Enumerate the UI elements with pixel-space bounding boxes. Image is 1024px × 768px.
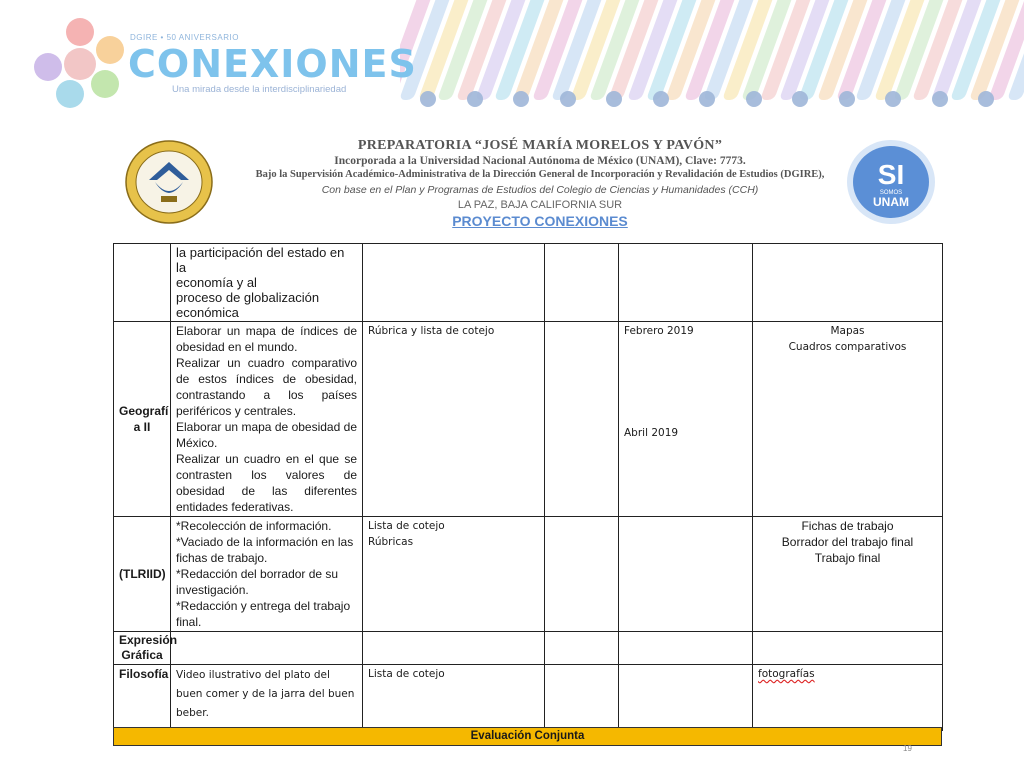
- project-plan-table: [113, 243, 943, 731]
- evaluation-cell: [363, 632, 545, 665]
- evaluation-line: Rúbrica y lista de cotejo: [368, 325, 495, 337]
- conexiones-logo-icon: [30, 12, 130, 112]
- activity-line: Elaborar un mapa de índices de obesidad en el mundo.: [176, 324, 357, 354]
- activity-line: económica: [176, 305, 239, 320]
- evaluation-cell: [363, 244, 545, 322]
- date-cell: [619, 517, 753, 632]
- conexiones-title: CONEXIONES: [128, 42, 417, 86]
- page-number: 19: [903, 744, 912, 753]
- si-logo-big: SI: [877, 159, 905, 190]
- decorative-dot: [513, 91, 529, 107]
- table-row: [114, 517, 943, 632]
- conexiones-banner: [0, 0, 1024, 120]
- subject-cell: Filosofía: [114, 665, 171, 731]
- evidence-cell: [753, 665, 943, 731]
- activity-line: *Redacción y entrega del trabajo final.: [176, 599, 351, 629]
- activity-line: Realizar un cuadro en el que se contrasten los valores de obesidad de las diferentes entidades federativas.: [176, 452, 357, 514]
- decorative-dot: [420, 91, 436, 107]
- activity-cell: [171, 322, 363, 517]
- activity-cell: [171, 632, 363, 665]
- evidence-line: fotografías: [758, 668, 815, 680]
- school-incorporation: Incorporada a la Universidad Nacional Autónoma de México (UNAM), Clave: 7773.: [334, 155, 746, 167]
- evidence-line: Fichas de trabajo: [801, 519, 894, 533]
- evidence-cell: [753, 322, 943, 517]
- subject-cell: (TLRIID): [114, 517, 171, 632]
- empty-cell: [545, 632, 619, 665]
- empty-cell: [545, 517, 619, 632]
- subject-cell: Expresión Gráfica: [114, 632, 171, 665]
- table-row: [114, 665, 943, 731]
- evidence-line: Mapas: [830, 325, 865, 337]
- decorative-dot: [467, 91, 483, 107]
- school-plan: Con base en el Plan y Programas de Estudios del Colegio de Ciencias y Humanidades (CCH): [321, 184, 759, 196]
- evidence-line: Borrador del trabajo final: [781, 535, 914, 549]
- activity-cell: [171, 244, 363, 322]
- empty-cell: [545, 244, 619, 322]
- date-start: Febrero 2019: [624, 325, 694, 337]
- decorative-dot: [606, 91, 622, 107]
- subject-cell: [114, 244, 171, 322]
- evidence-cell: [753, 244, 943, 322]
- evaluation-line: Rúbricas: [368, 536, 414, 548]
- evidence-line: Cuadros comparativos: [788, 341, 907, 353]
- evaluation-line: Lista de cotejo: [368, 668, 445, 680]
- decorative-dot: [978, 91, 994, 107]
- activity-line: *Recolección de información.: [176, 519, 332, 533]
- date-end: Abril 2019: [624, 427, 679, 439]
- activity-cell: [171, 665, 363, 731]
- decorative-dot: [746, 91, 762, 107]
- table-row: [114, 244, 943, 322]
- school-name: PREPARATORIA “JOSÉ MARÍA MORELOS Y PAVÓN”: [357, 138, 723, 153]
- date-cell: [619, 322, 753, 517]
- project-title[interactable]: PROYECTO CONEXIONES: [452, 213, 628, 229]
- activity-cell: [171, 517, 363, 632]
- decorative-dot: [699, 91, 715, 107]
- table-row: [114, 632, 943, 665]
- evaluation-cell: [363, 517, 545, 632]
- decorative-dot: [932, 91, 948, 107]
- evaluation-bar: Evaluación Conjunta: [113, 727, 942, 746]
- subject-cell: Geografí a II: [114, 322, 171, 517]
- anniversary-label: DGIRE • 50 ANIVERSARIO: [130, 33, 239, 42]
- evaluation-cell: [363, 322, 545, 517]
- table-row: [114, 322, 943, 517]
- school-location: LA PAZ, BAJA CALIFORNIA SUR: [457, 199, 623, 211]
- decorative-dot: [839, 91, 855, 107]
- activity-line: Video ilustrativo del plato del buen comer y de la jarra del buen beber.: [176, 669, 355, 719]
- activity-line: Realizar un cuadro comparativo de estos índices de obesidad, contrastando a los países periféricos y centrales.: [176, 356, 357, 418]
- activity-line: la participación del estado en la: [176, 245, 345, 275]
- decorative-dots: [420, 91, 1020, 109]
- decorative-dot: [792, 91, 808, 107]
- evidence-cell: [753, 632, 943, 665]
- activity-line: Elaborar un mapa de obesidad de México.: [176, 420, 357, 450]
- si-unam-logo-icon: [845, 138, 937, 226]
- evidence-line: Trabajo final: [814, 551, 881, 565]
- evaluation-cell: [363, 665, 545, 731]
- si-logo-bottom: UNAM: [873, 195, 909, 209]
- date-cell: [619, 665, 753, 731]
- school-supervision: Bajo la Supervisión Académico-Administrativa de la Dirección General de Incorporación y Revalidación de Estudios (DGIRE),: [255, 169, 825, 180]
- si-logo-small: SOMOS: [879, 190, 903, 196]
- conexiones-tagline: Una mirada desde la interdisciplinariedad: [172, 84, 347, 95]
- decorative-dot: [560, 91, 576, 107]
- activity-line: economía y al: [176, 275, 257, 290]
- empty-cell: [545, 665, 619, 731]
- school-seal-icon: [125, 140, 213, 224]
- decorative-dot: [653, 91, 669, 107]
- date-cell: [619, 244, 753, 322]
- decorative-dot: [885, 91, 901, 107]
- empty-cell: [545, 322, 619, 517]
- evidence-cell: [753, 517, 943, 632]
- date-cell: [619, 632, 753, 665]
- activity-line: *Redacción del borrador de su investigación.: [176, 567, 339, 597]
- activity-line: proceso de globalización: [176, 290, 320, 305]
- activity-line: *Vaciado de la información en las fichas de trabajo.: [176, 535, 354, 565]
- evaluation-line: Lista de cotejo: [368, 520, 445, 532]
